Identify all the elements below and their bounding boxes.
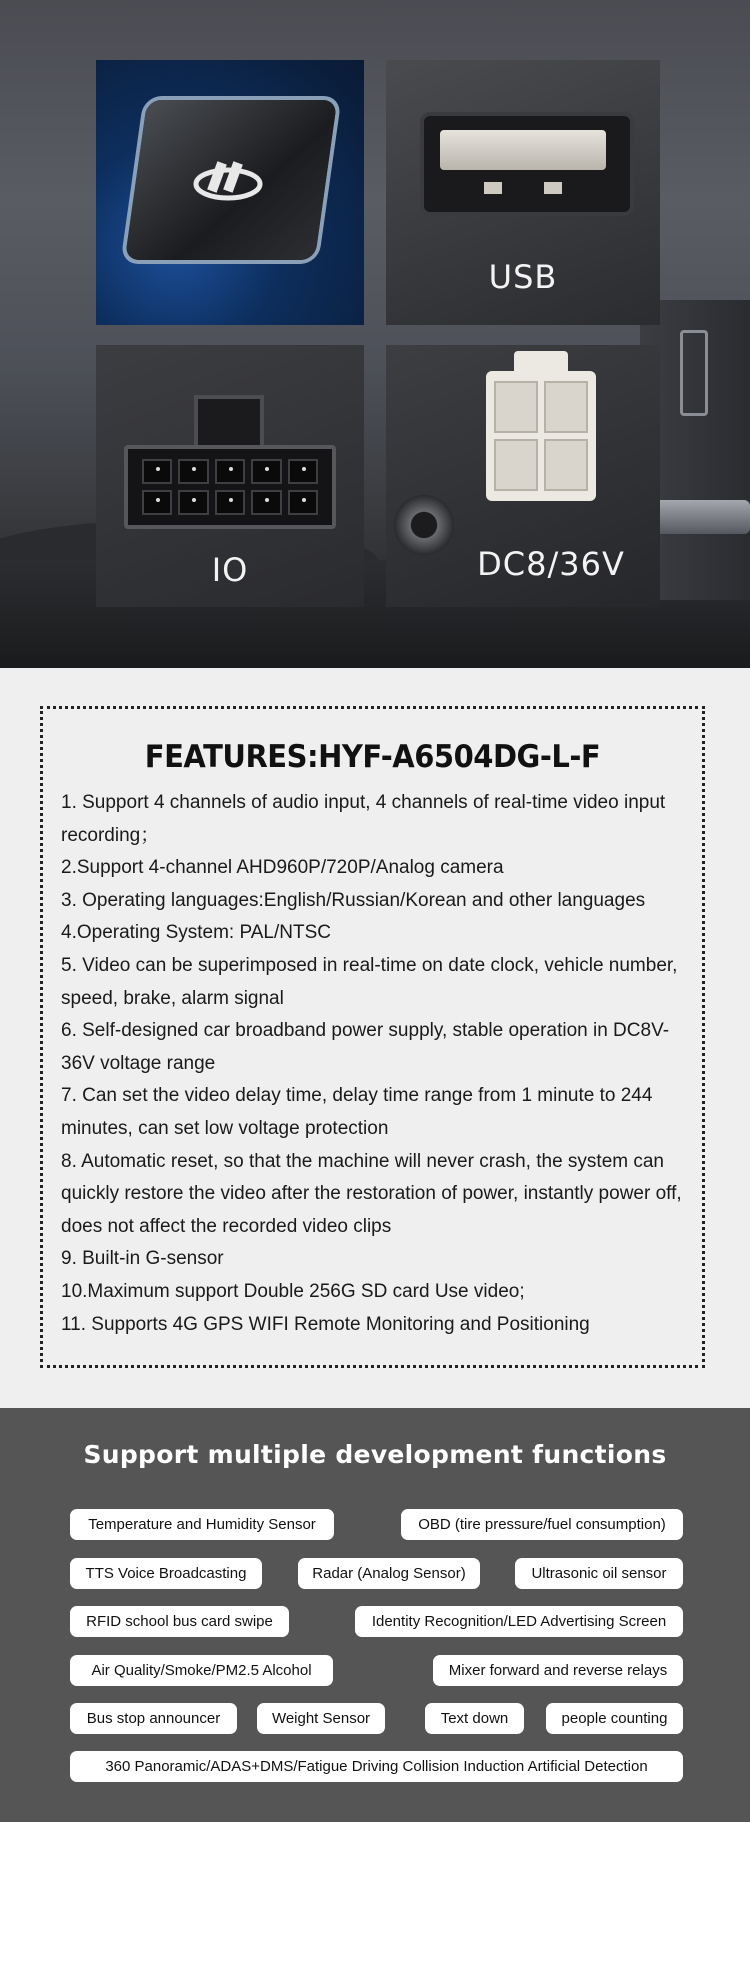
feature-item: 4.Operating System: PAL/NTSC	[61, 922, 331, 944]
power-connector-tile	[386, 345, 660, 607]
function-chip-obd: OBD (tire pressure/fuel consumption)	[401, 1509, 683, 1540]
function-chip-mixer-relays: Mixer forward and reverse relays	[433, 1655, 683, 1686]
io-label: IO	[211, 551, 249, 589]
function-chip-tts: TTS Voice Broadcasting	[70, 1558, 262, 1589]
feature-item: 11. Supports 4G GPS WIFI Remote Monitoring and Positioning	[61, 1313, 590, 1335]
io-connector-tile	[96, 345, 364, 607]
usb-label: USB	[488, 258, 558, 296]
functions-title: Support multiple development functions	[83, 1440, 667, 1469]
feature-item: 8. Automatic reset, so that the machine will never crash, the system can quickly restore the video after the restoration of power, instantly power off, does not affect the recorded video clips	[61, 1150, 682, 1237]
function-chip-weight-sensor: Weight Sensor	[257, 1703, 385, 1734]
function-chip-ultrasonic-oil: Ultrasonic oil sensor	[515, 1558, 683, 1589]
io-connector-image	[124, 445, 336, 529]
function-chip-rfid: RFID school bus card swipe	[70, 1606, 289, 1637]
feature-item: 7. Can set the video delay time, delay time range from 1 minute to 244 minutes, can set low voltage protection	[61, 1085, 653, 1139]
function-chip-people-counting: people counting	[546, 1703, 683, 1734]
features-list	[61, 787, 691, 1341]
function-chip-identity-led: Identity Recognition/LED Advertising Screen	[355, 1606, 683, 1637]
feature-item: 5. Video can be superimposed in real-time on date clock, vehicle number, speed, brake, alarm signal	[61, 954, 678, 1009]
usb-port-image	[420, 112, 634, 216]
feature-item: 10.Maximum support Double 256G SD card Use video;	[61, 1280, 525, 1302]
truck-bumper	[650, 500, 750, 534]
function-chip-air-quality: Air Quality/Smoke/PM2.5 Alcohol	[70, 1655, 333, 1686]
features-box	[40, 706, 705, 1368]
usb-port-tile	[386, 60, 660, 325]
truck-mirror	[680, 330, 708, 416]
function-chip-temperature-humidity: Temperature and Humidity Sensor	[70, 1509, 334, 1540]
hero-banner	[0, 0, 750, 668]
feature-item: 6. Self-designed car broadband power supply, stable operation in DC8V-36V voltage range	[61, 1020, 670, 1074]
power-label: DC8/36V	[477, 545, 625, 583]
features-section	[0, 668, 750, 1408]
features-title: FEATURES:HYF-A6504DG-L-F	[144, 737, 601, 775]
chip-logo-icon	[188, 140, 268, 220]
function-chip-360-panoramic: 360 Panoramic/ADAS+DMS/Fatigue Driving Collision Induction Artificial Detection	[70, 1751, 683, 1782]
feature-item: 9. Built-in G-sensor	[61, 1248, 224, 1270]
functions-section	[0, 1408, 750, 1822]
feature-item: 2.Support 4-channel AHD960P/720P/Analog camera	[61, 857, 504, 879]
function-chip-bus-stop: Bus stop announcer	[70, 1703, 237, 1734]
feature-item: 3. Operating languages:English/Russian/Korean and other languages	[61, 889, 646, 911]
function-chip-text-down: Text down	[425, 1703, 524, 1734]
function-chip-radar: Radar (Analog Sensor)	[298, 1558, 480, 1589]
feature-item: 1. Support 4 channels of audio input, 4 channels of real-time video input recording；	[61, 792, 666, 846]
processor-chip-tile	[96, 60, 364, 325]
